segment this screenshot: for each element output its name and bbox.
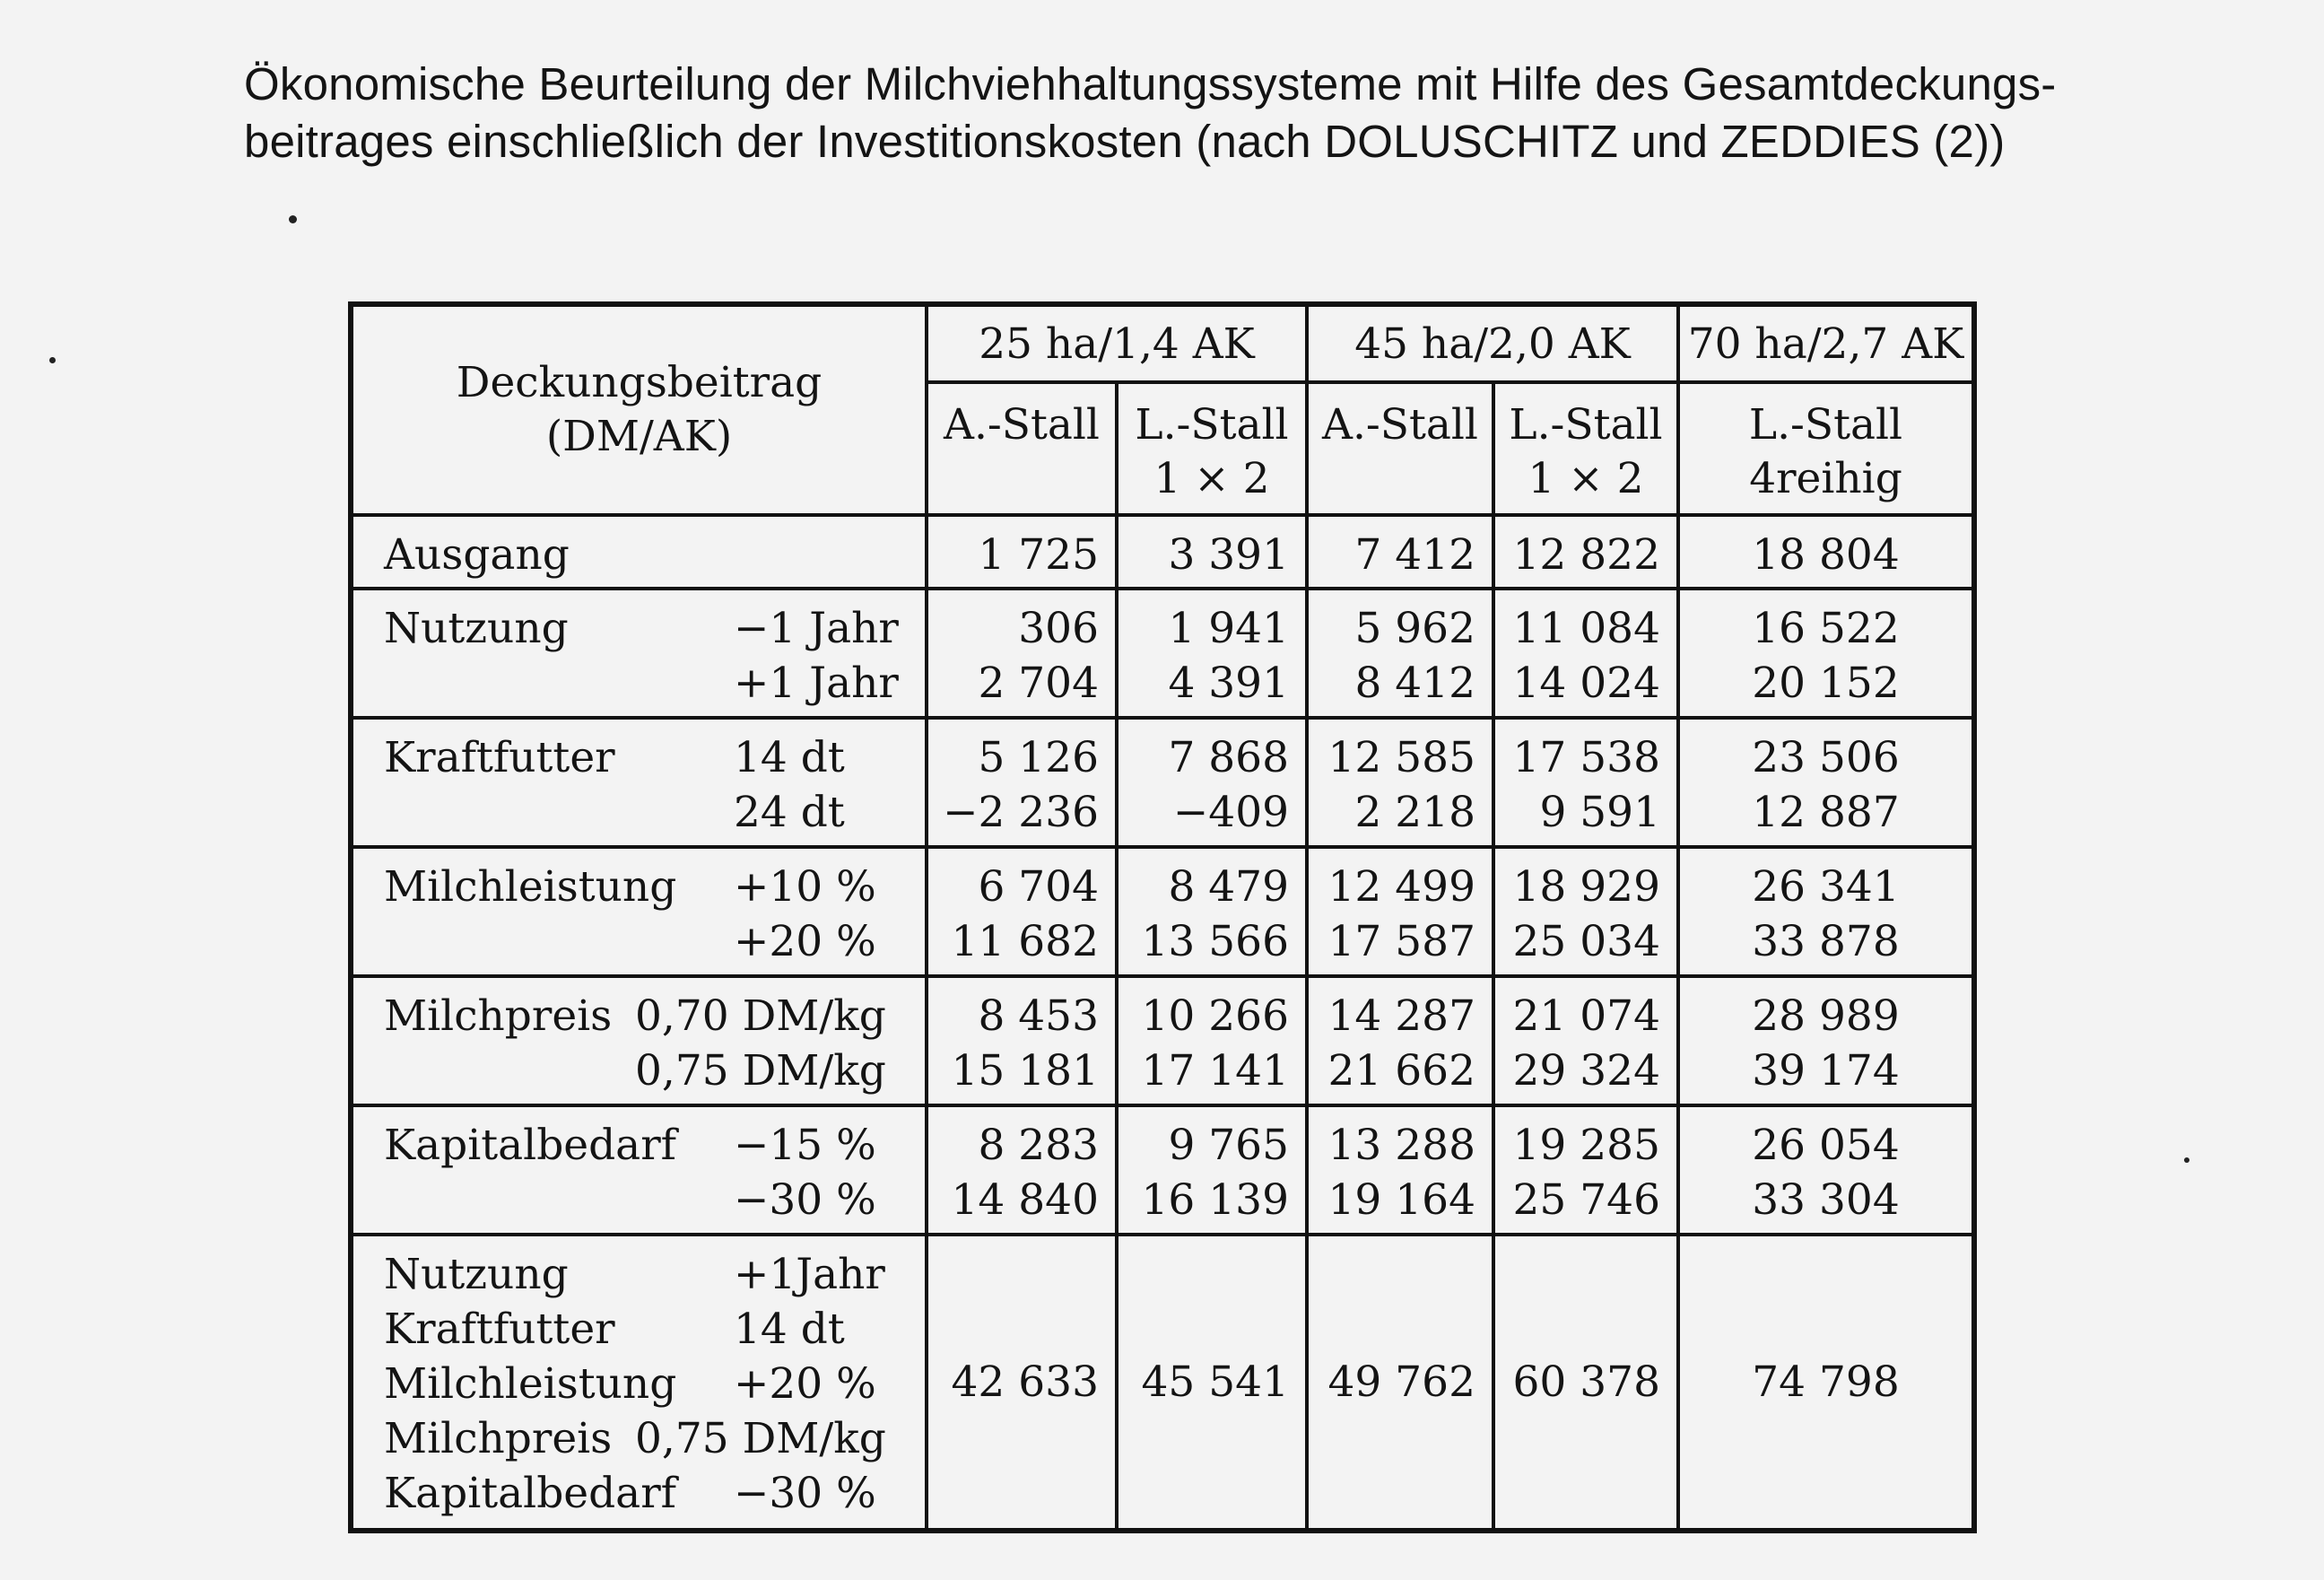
row-label-modifier: −30 % bbox=[734, 1175, 876, 1225]
contribution-margin-table-wrapper bbox=[348, 301, 1971, 1531]
column-header bbox=[1493, 382, 1678, 515]
row-label-modifier: −15 % bbox=[734, 1121, 876, 1170]
corner-header bbox=[351, 304, 927, 515]
row-label-name: Milchleistung bbox=[384, 862, 677, 912]
combined-label-line bbox=[384, 1357, 925, 1411]
value-cell bbox=[1117, 718, 1307, 847]
value-cell bbox=[927, 515, 1117, 589]
row-label-cell bbox=[351, 718, 927, 847]
value: 29 324 bbox=[1512, 1046, 1660, 1096]
value: 26 341 bbox=[1752, 862, 1900, 912]
value: 12 822 bbox=[1512, 530, 1660, 580]
combined-value: 49 762 bbox=[1307, 1235, 1493, 1531]
value-cell bbox=[1493, 847, 1678, 976]
combined-label-line bbox=[384, 1247, 925, 1302]
group-header-25ha: 25 ha/1,4 AK bbox=[927, 304, 1307, 382]
value: 18 929 bbox=[1512, 862, 1660, 912]
combined-label-name: Nutzung bbox=[384, 1250, 569, 1299]
value: 13 288 bbox=[1327, 1121, 1475, 1170]
column-header bbox=[1307, 382, 1493, 515]
row-label-name bbox=[384, 1173, 734, 1227]
row-label-line bbox=[384, 1043, 925, 1098]
combined-label-line bbox=[384, 1466, 925, 1521]
value-cell bbox=[927, 847, 1117, 976]
column-header-line-1: L.-Stall bbox=[1748, 400, 1903, 450]
combined-label-modifier: +1Jahr bbox=[734, 1250, 885, 1299]
table-row bbox=[351, 718, 1974, 847]
value-cell bbox=[927, 1105, 1117, 1235]
column-header bbox=[1117, 382, 1307, 515]
value: 28 989 bbox=[1752, 991, 1900, 1041]
value: 8 453 bbox=[978, 991, 1099, 1041]
table-caption bbox=[244, 56, 2217, 170]
value-cell bbox=[1117, 515, 1307, 589]
value: 9 591 bbox=[1539, 788, 1660, 837]
row-label-modifier: +10 % bbox=[734, 862, 876, 912]
contribution-margin-table bbox=[348, 301, 1977, 1533]
dust-speck bbox=[49, 357, 56, 363]
combined-value: 42 633 bbox=[927, 1235, 1117, 1531]
value: 33 878 bbox=[1752, 917, 1900, 966]
row-label-cell bbox=[351, 1105, 927, 1235]
combined-value: 74 798 bbox=[1678, 1235, 1974, 1531]
dust-speck bbox=[289, 215, 297, 223]
value-cell bbox=[1117, 976, 1307, 1105]
value: 2 218 bbox=[1354, 788, 1475, 837]
row-label-modifier: 14 dt bbox=[734, 733, 845, 782]
value-cell bbox=[1493, 1105, 1678, 1235]
dust-speck bbox=[2184, 1157, 2189, 1163]
row-label-line bbox=[384, 1173, 925, 1227]
column-header-line-1: A.-Stall bbox=[944, 400, 1100, 450]
row-label-line bbox=[384, 601, 925, 656]
value-cell bbox=[1493, 976, 1678, 1105]
row-label-line bbox=[384, 914, 925, 969]
row-label-line bbox=[384, 860, 925, 914]
value-cell bbox=[1307, 847, 1493, 976]
row-label-modifier: +20 % bbox=[734, 917, 876, 966]
value-cell bbox=[1493, 515, 1678, 589]
value: 1 725 bbox=[978, 530, 1099, 580]
combined-label-modifier: 14 dt bbox=[734, 1305, 845, 1354]
row-label-name: Ausgang bbox=[384, 530, 570, 580]
value: 18 804 bbox=[1752, 530, 1900, 580]
row-label-cell bbox=[351, 847, 927, 976]
row-label-modifier: 0,75 DM/kg bbox=[635, 1046, 886, 1096]
row-label-cell bbox=[351, 589, 927, 718]
combined-value: 60 378 bbox=[1493, 1235, 1678, 1531]
table-row bbox=[351, 515, 1974, 589]
row-label-cell bbox=[351, 515, 927, 589]
combined-label-name: Milchpreis bbox=[384, 1414, 613, 1463]
row-label-name: Kapitalbedarf bbox=[384, 1121, 677, 1170]
value-cell bbox=[1307, 589, 1493, 718]
table-row bbox=[351, 976, 1974, 1105]
row-label-modifier: −1 Jahr bbox=[734, 604, 899, 653]
combined-label-line bbox=[384, 1411, 925, 1466]
value: 3 391 bbox=[1168, 530, 1289, 580]
value-cell bbox=[1678, 515, 1974, 589]
value: 7 412 bbox=[1354, 530, 1475, 580]
row-label-modifier: +1 Jahr bbox=[734, 659, 899, 708]
value-cell bbox=[1117, 847, 1307, 976]
value: 15 181 bbox=[951, 1046, 1099, 1096]
row-label-name bbox=[384, 914, 734, 969]
value: 11 084 bbox=[1512, 604, 1660, 653]
value: 8 479 bbox=[1168, 862, 1289, 912]
value: 10 266 bbox=[1141, 991, 1289, 1041]
row-label-line bbox=[384, 656, 925, 711]
value: 21 074 bbox=[1512, 991, 1660, 1041]
corner-label-1: Deckungsbeitrag bbox=[456, 358, 823, 407]
value-cell bbox=[1678, 1105, 1974, 1235]
value: 16 139 bbox=[1141, 1175, 1289, 1225]
value: 14 840 bbox=[951, 1175, 1099, 1225]
value: 6 704 bbox=[978, 862, 1099, 912]
value: 13 566 bbox=[1141, 917, 1289, 966]
group-header-70ha: 70 ha/2,7 AK bbox=[1678, 304, 1974, 382]
value: 26 054 bbox=[1752, 1121, 1900, 1170]
combined-label-modifier: 0,75 DM/kg bbox=[635, 1414, 886, 1463]
column-header bbox=[927, 382, 1117, 515]
caption-line-2: beitrages einschließlich der Investitionskosten (nach DOLUSCHITZ und ZEDDIES (2)) bbox=[244, 116, 2006, 167]
row-label-modifier: 24 dt bbox=[734, 788, 845, 837]
value-cell bbox=[1307, 976, 1493, 1105]
table-row bbox=[351, 589, 1974, 718]
value: 25 746 bbox=[1512, 1175, 1660, 1225]
value: 8 412 bbox=[1354, 659, 1475, 708]
table-row bbox=[351, 1105, 1974, 1235]
value: 4 391 bbox=[1168, 659, 1289, 708]
row-label-line bbox=[384, 730, 925, 785]
value: 306 bbox=[1018, 604, 1099, 653]
column-header-line-1: L.-Stall bbox=[1135, 400, 1289, 450]
value: 17 587 bbox=[1327, 917, 1475, 966]
combined-label-cell bbox=[351, 1235, 927, 1531]
row-label-name: Milchpreis bbox=[384, 991, 613, 1041]
column-header-line-2: 1 × 2 bbox=[1528, 454, 1644, 503]
value: 2 704 bbox=[978, 659, 1099, 708]
value: 7 868 bbox=[1168, 733, 1289, 782]
value-cell bbox=[927, 718, 1117, 847]
value-cell bbox=[1678, 718, 1974, 847]
column-header-line-2: 1 × 2 bbox=[1153, 454, 1270, 503]
combined-label-line bbox=[384, 1302, 925, 1357]
value-cell bbox=[1117, 589, 1307, 718]
value: 14 287 bbox=[1327, 991, 1475, 1041]
row-label-line bbox=[384, 528, 925, 582]
table-row bbox=[351, 847, 1974, 976]
combined-label-name: Kapitalbedarf bbox=[384, 1469, 677, 1518]
value: 23 506 bbox=[1752, 733, 1900, 782]
caption-line-1: Ökonomische Beurteilung der Milchviehhaltungssysteme mit Hilfe des Gesamtdeckungs- bbox=[244, 58, 2057, 109]
value: 21 662 bbox=[1327, 1046, 1475, 1096]
value: 12 585 bbox=[1327, 733, 1475, 782]
value: 17 141 bbox=[1141, 1046, 1289, 1096]
value: 8 283 bbox=[978, 1121, 1099, 1170]
value: 25 034 bbox=[1512, 917, 1660, 966]
value: 5 126 bbox=[978, 733, 1099, 782]
value-cell bbox=[927, 589, 1117, 718]
corner-label-2: (DM/AK) bbox=[545, 412, 733, 461]
value-cell bbox=[1117, 1105, 1307, 1235]
value: −409 bbox=[1172, 788, 1289, 837]
value-cell bbox=[927, 976, 1117, 1105]
value: 12 499 bbox=[1327, 862, 1475, 912]
value-cell bbox=[1493, 718, 1678, 847]
value: 12 887 bbox=[1752, 788, 1900, 837]
value-cell bbox=[1678, 976, 1974, 1105]
row-label-name: Kraftfutter bbox=[384, 733, 615, 782]
row-label-line bbox=[384, 785, 925, 840]
combined-row bbox=[351, 1235, 1974, 1531]
row-label-name bbox=[384, 785, 734, 840]
group-header-45ha: 45 ha/2,0 AK bbox=[1307, 304, 1678, 382]
value-cell bbox=[1678, 847, 1974, 976]
row-label-name bbox=[384, 1043, 635, 1098]
value: 19 164 bbox=[1327, 1175, 1475, 1225]
row-label-line bbox=[384, 989, 925, 1043]
row-label-name bbox=[384, 656, 734, 711]
combined-label-name: Milchleistung bbox=[384, 1359, 677, 1409]
column-header bbox=[1678, 382, 1974, 515]
value: 39 174 bbox=[1752, 1046, 1900, 1096]
row-label-name: Nutzung bbox=[384, 604, 569, 653]
value-cell bbox=[1678, 589, 1974, 718]
value: 5 962 bbox=[1354, 604, 1475, 653]
value-cell bbox=[1307, 515, 1493, 589]
combined-label-name: Kraftfutter bbox=[384, 1305, 615, 1354]
value: 14 024 bbox=[1512, 659, 1660, 708]
combined-label-modifier: +20 % bbox=[734, 1359, 876, 1409]
value: −2 236 bbox=[943, 788, 1099, 837]
value-cell bbox=[1307, 1105, 1493, 1235]
row-label-line bbox=[384, 1118, 925, 1173]
column-header-line-2: 4reihig bbox=[1749, 454, 1902, 503]
row-label-cell bbox=[351, 976, 927, 1105]
value: 16 522 bbox=[1752, 604, 1900, 653]
value: 9 765 bbox=[1168, 1121, 1289, 1170]
value: 17 538 bbox=[1512, 733, 1660, 782]
value: 33 304 bbox=[1752, 1175, 1900, 1225]
combined-label-modifier: −30 % bbox=[734, 1469, 876, 1518]
value: 19 285 bbox=[1512, 1121, 1660, 1170]
combined-value: 45 541 bbox=[1117, 1235, 1307, 1531]
value: 20 152 bbox=[1752, 659, 1900, 708]
row-label-modifier: 0,70 DM/kg bbox=[635, 991, 886, 1041]
column-header-line-1: L.-Stall bbox=[1509, 400, 1663, 450]
column-header-line-1: A.-Stall bbox=[1322, 400, 1478, 450]
value-cell bbox=[1307, 718, 1493, 847]
value-cell bbox=[1493, 589, 1678, 718]
value: 1 941 bbox=[1168, 604, 1289, 653]
value: 11 682 bbox=[951, 917, 1099, 966]
